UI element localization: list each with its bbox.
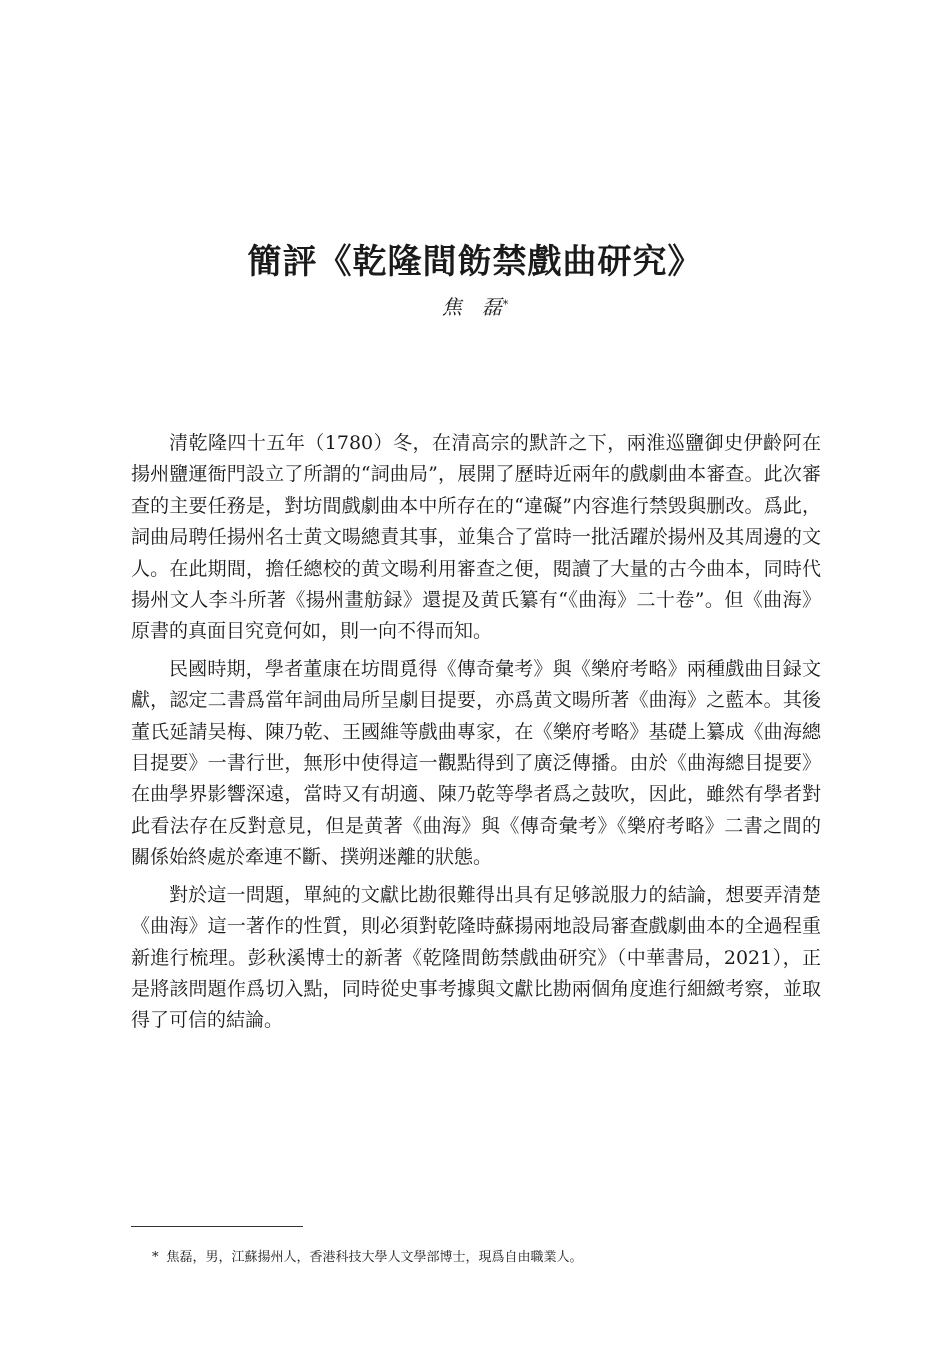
author-name: 焦 磊 (441, 295, 502, 319)
footnote-mark: * (152, 1250, 159, 1265)
body-paragraph-1: 清乾隆四十五年（1780）冬，在清高宗的默許之下，兩淮巡鹽御史伊齡阿在揚州鹽運衙門設立了所謂的“詞曲局”，展開了歷時近兩年的戲劇曲本審查。此次審查的主要任務是，對坊間戲劇曲本中所存在的“違礙”内容進行禁毁與删改。爲此，詞曲局聘任揚州名士黄文暘總責其事，並集合了當時一批活躍於揚州及其周邊的文人。在此期間，擔任總校的黄文暘利用審查之便，閱讀了大量的古今曲本，同時代揚州文人李斗所著《揚州畫舫録》還提及黄氏纂有“《曲海》二十卷”。但《曲海》原書的真面目究竟何如，則一向不得而知。 (131, 432, 821, 643)
body-paragraph-2: 民國時期，學者董康在坊間覓得《傳奇彙考》與《樂府考略》兩種戲曲目録文獻，認定二書爲當年詞曲局所呈劇目提要，亦爲黄文暘所著《曲海》之藍本。其後董氏延請吴梅、陳乃乾、王國維等戲曲專家，在《樂府考略》基礎上纂成《曲海總目提要》一書行世，無形中使得這一觀點得到了廣泛傳播。由於《曲海總目提要》在曲學界影響深遠，當時又有胡適、陳乃乾等學者爲之鼓吹，因此，雖然有學者對此看法存在反對意見，但是黄著《曲海》與《傳奇彙考》《樂府考略》二書之間的關係始終處於牽連不斷、撲朔迷離的狀態。 (131, 657, 821, 869)
body-paragraph-3: 對於這一問題，單純的文獻比勘很難得出具有足够説服力的結論，想要弄清楚《曲海》這一著作的性質，則必須對乾隆時蘇揚兩地設局審查戲劇曲本的全過程重新進行梳理。彭秋溪博士的新著《乾隆間飭禁戲曲研究》（中華書局，2021），正是將該問題作爲切入點，同時從史事考據與文獻比勘兩個角度進行細緻考察，並取得了可信的結論。 (131, 883, 821, 1032)
author-footnote-mark[interactable]: * (502, 298, 509, 311)
author-byline (0, 292, 950, 322)
footnote (152, 1248, 832, 1268)
article-title: 簡評《乾隆間飭禁戲曲研究》 (247, 242, 703, 282)
article-body (131, 428, 821, 1043)
footnote-text: 焦磊，男，江蘇揚州人，香港科技大學人文學部博士，現爲自由職業人。 (166, 1250, 583, 1265)
footnote-divider (131, 1226, 303, 1227)
